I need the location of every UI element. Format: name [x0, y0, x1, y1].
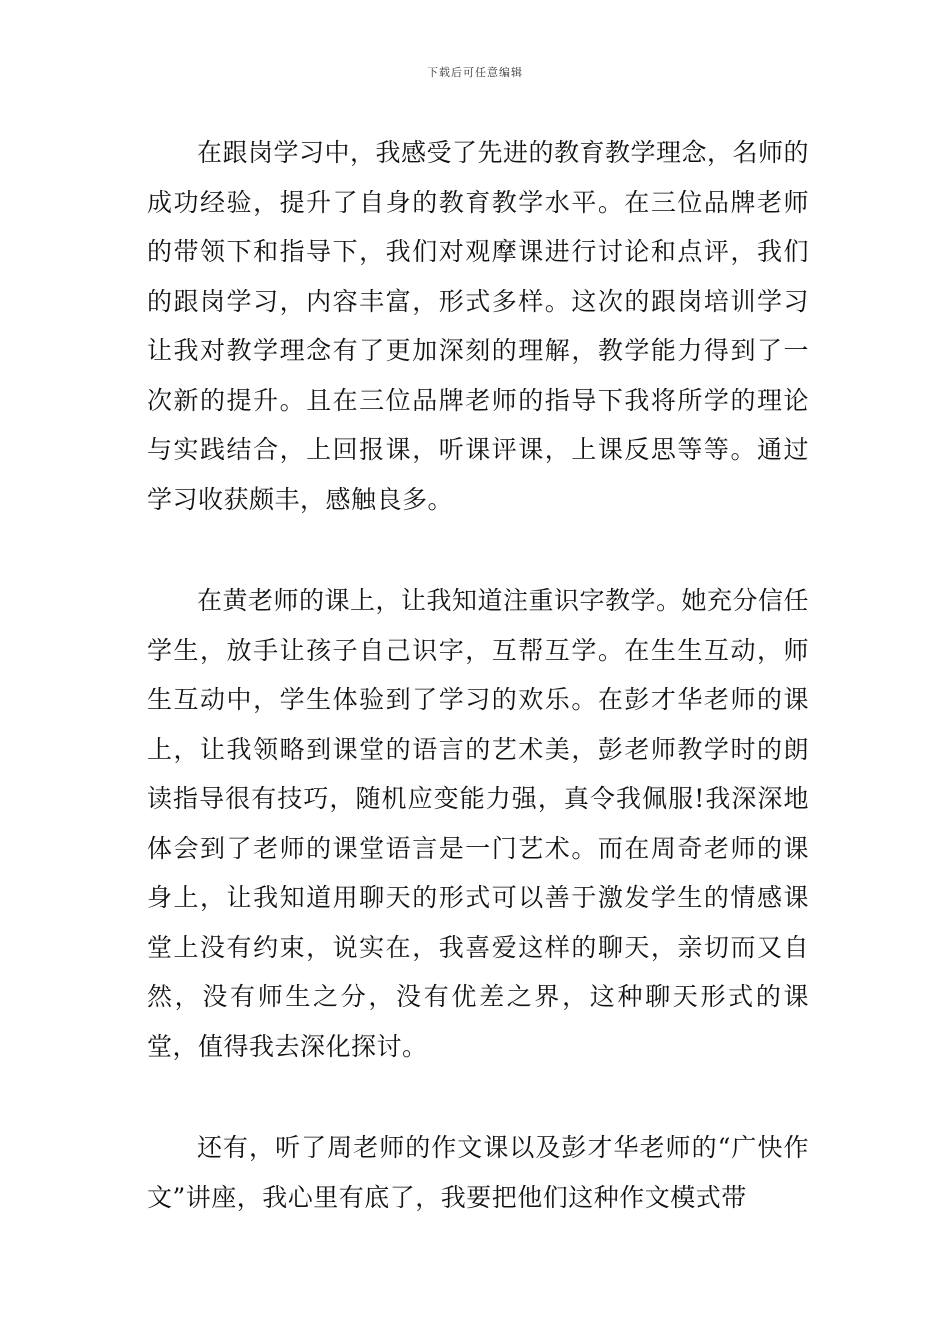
paragraph-3: 还有，听了周老师的作文课以及彭才华老师的“广快作文”讲座，我心里有底了，我要把他们这种作文模式带 [147, 1133, 809, 1212]
document-body [147, 128, 809, 1222]
paragraph-1: 在跟岗学习中，我感受了先进的教育教学理念，名师的成功经验，提升了自身的教育教学水平。在三位品牌老师的带领下和指导下，我们对观摩课进行讨论和点评，我们的跟岗学习，内容丰富，形式多样。这次的跟岗培训学习让我对教学理念有了更加深刻的理解，教学能力得到了一次新的提升。且在三位品牌老师的指导下我将所学的理论与实践结合，上回报课，听课评课，上课反思等等。通过学习收获颇丰，感触良多。 [147, 138, 810, 514]
paragraph-2: 在黄老师的课上，让我知道注重识字教学。她充分信任学生，放手让孩子自己识字，互帮互学。在生生互动，师生互动中，学生体验到了学习的欢乐。在彭才华老师的课上，让我领略到课堂的语言的艺术美，彭老师教学时的朗读指导很有技巧，随机应变能力强，真令我佩服!我深深地体会到了老师的课堂语言是一门艺术。而在周奇老师的课身上，让我知道用聊天的形式可以善于激发学生的情感课堂上没有约束，说实在，我喜爱这样的聊天，亲切而又自然，没有师生之分，没有优差之界，这种聊天形式的课堂，值得我去深化探讨。 [147, 586, 810, 1061]
page-header: 下载后可任意编辑 [427, 66, 523, 79]
